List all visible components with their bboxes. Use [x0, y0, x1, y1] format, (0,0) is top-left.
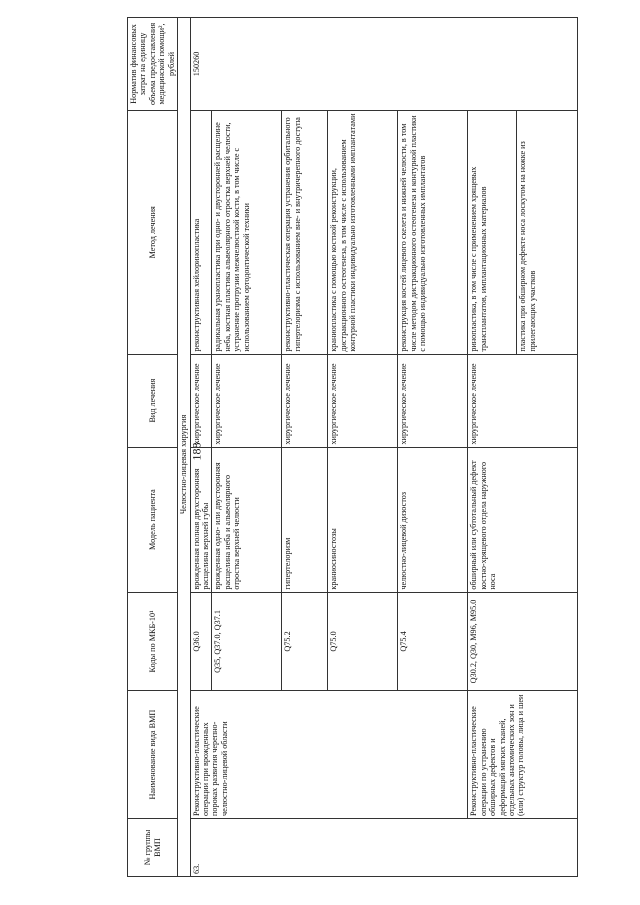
method-cell: реконструкция костей лицевого скелета и нижней челюсти, в том числе методом дистракционного остеогенеза и контурной пластики с помощью индивидуально изготовленных имплантатов: [398, 110, 468, 354]
vmp-table: [127, 17, 578, 877]
method-cell: реконструктивно-пластическая операция устранения орбитального гипертелоризма с использованием вне- и внутричерепного доступа: [282, 110, 328, 354]
table-row: [190, 18, 212, 877]
treatment-cell: хирургическое лечение: [468, 354, 578, 447]
treatment-cell: хирургическое лечение: [398, 354, 468, 447]
model-cell: врожденная полная двухсторонняя расщелина верхней губы: [190, 447, 212, 592]
header-vmp-name: Наименование вида ВМП: [128, 691, 178, 819]
icd-cell: Q75.4: [398, 592, 468, 691]
section-blank: [178, 818, 190, 876]
table-row: [468, 18, 578, 877]
section-title: Челюстно-лицевая хирургия: [178, 110, 190, 818]
group-no-cell: 63.: [190, 818, 578, 876]
model-cell: гипертелоризм: [282, 447, 328, 592]
header-norm-cost: Норматив финансовых затрат на единицу объема предоставления медицинской помощи², рублей: [128, 18, 178, 111]
cost-cell: 150260: [190, 18, 578, 111]
method-text-2: пластика при обширном дефекте носа лоскутом на ножке из прилегающих участков: [518, 141, 537, 352]
treatment-cell: хирургическое лечение: [190, 354, 212, 447]
header-icd-codes: Коды по МКБ-10¹: [128, 592, 178, 691]
icd-cell: Q75.2: [282, 592, 328, 691]
section-row: [178, 18, 190, 877]
header-row: [128, 18, 178, 877]
vmp-name-cell: Реконструктивно-пластические операции при врожденных пороках развития черепно-челюстно-лицевой области: [190, 691, 468, 819]
icd-cell: Q30.2, Q30, M96, M95.0: [468, 592, 578, 691]
model-cell: челюстно-лицевой дизостоз: [398, 447, 468, 592]
method-text: ринопластика, в том числе с применением хрящевых трансплантатов, имплантационных материалов: [468, 111, 517, 354]
header-treatment-type: Вид лечения: [128, 354, 178, 447]
vmp-name-cell: Реконструктивно-пластические операции по устранению обширных дефектов и деформаций мягких тканей, отдельных анатомических зон и (или) структур головы, лица и шеи: [468, 691, 578, 819]
page-number: 188: [189, 442, 204, 461]
rotated-table-wrapper: [127, 17, 578, 877]
icd-cell: Q75.0: [328, 592, 398, 691]
header-patient-model: Модель пациента: [128, 447, 178, 592]
icd-cell: Q35, Q37.0, Q37.1: [212, 592, 282, 691]
header-method: Метод лечения: [128, 110, 178, 354]
method-cell: радикальная уранопластика при одно- и двусторонней расщелине неба, костная пластика альвеолярного отростка верхней челюсти, устранение протрузии межчелюстной кости, в том числе с использованием ортодонтической техники: [212, 110, 282, 354]
treatment-cell: хирургическое лечение: [282, 354, 328, 447]
treatment-cell: хирургическое лечение: [328, 354, 398, 447]
model-cell: обширный или субтотальный дефект костно-хрящевого отдела наружного носа: [468, 447, 578, 592]
method-cell: реконструктивная хейлоринопластика: [190, 110, 212, 354]
icd-cell: Q36.0: [190, 592, 212, 691]
section-blank-end: [178, 18, 190, 111]
method-cell: краниопластика с помощью костной реконструкции, дистракционного остеогенеза, в том числе с использованием контурной пластики индивидуально изготовленными имплантатами: [328, 110, 398, 354]
model-cell: врожденная одно- или двусторонняя расщелина неба и альвеолярного отростка верхней челюсти: [212, 447, 282, 592]
header-group-no: № группы ВМП: [128, 818, 178, 876]
model-cell: краниосиностозы: [328, 447, 398, 592]
treatment-cell: хирургическое лечение: [212, 354, 282, 447]
method-cell: [468, 110, 578, 354]
